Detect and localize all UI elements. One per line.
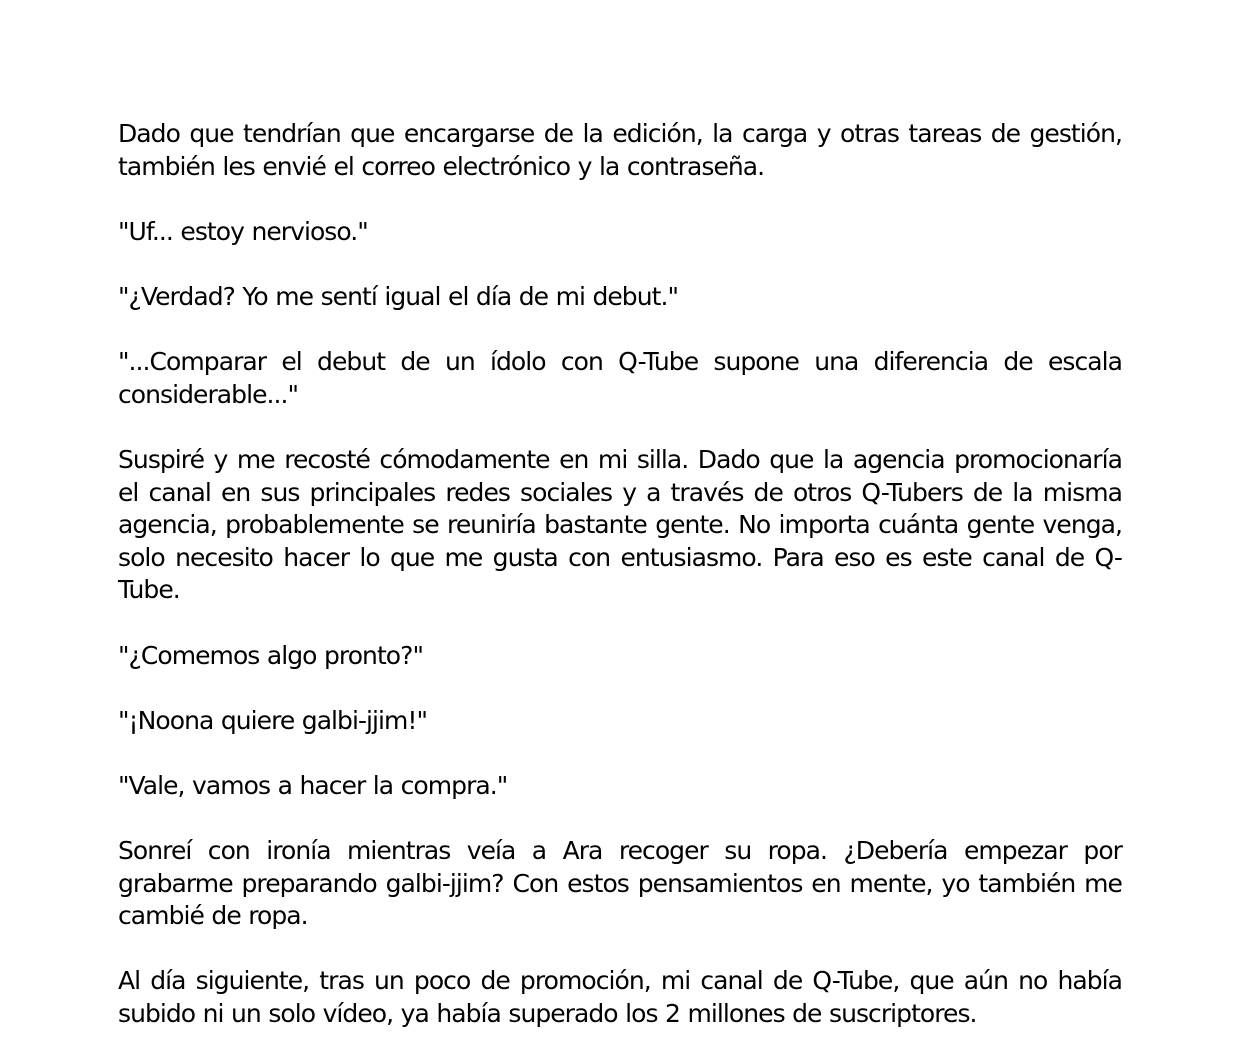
- dialogue-line: "¿Comemos algo pronto?": [118, 640, 424, 670]
- paragraph: Al día siguiente, tras un poco de promoción, mi canal de Q-Tube, que aún no había subido ni un solo vídeo, ya había superado los 2 millones de suscriptores.: [118, 966, 1122, 1029]
- paragraph: Sonreí con ironía mientras veía a Ara recoger su ropa. ¿Debería empezar por grabarme preparando galbi-jjim? Con estos pensamientos en mente, yo también me cambié de ropa.: [118, 836, 1122, 931]
- paragraph: Suspiré y me recosté cómodamente en mi silla. Dado que la agencia promocionaría el canal en sus principales redes sociales y a través de otros Q-Tubers de la misma agencia, probablemente se reuniría bastante gente. No importa cuánta gente venga, solo necesito hacer lo que me gusta con entusiasmo. Para eso es este canal de Q-Tube.: [118, 444, 1122, 605]
- document-page: [118, 118, 1122, 1063]
- dialogue-line: "Uf... estoy nervioso.": [118, 216, 368, 246]
- dialogue-line: "¡Noona quiere galbi-jjim!": [118, 705, 428, 735]
- dialogue-line: "¿Verdad? Yo me sentí igual el día de mi debut.": [118, 281, 679, 311]
- paragraph: Dado que tendrían que encargarse de la edición, la carga y otras tareas de gestión, también les envié el correo electrónico y la contraseña.: [118, 119, 1122, 181]
- dialogue-line: "Vale, vamos a hacer la compra.": [118, 770, 508, 800]
- dialogue-line: "...Comparar el debut de un ídolo con Q-Tube supone una diferencia de escala considerable...": [118, 347, 1122, 409]
